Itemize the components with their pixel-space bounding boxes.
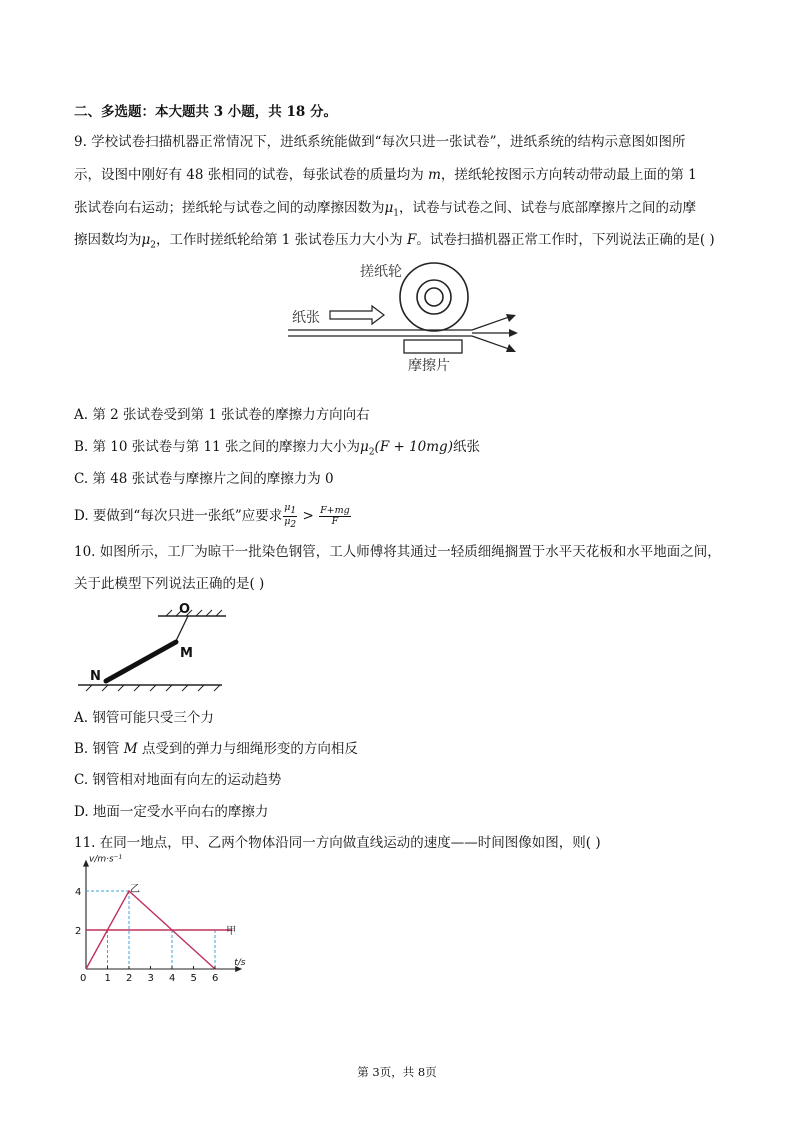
q9-text: ，搓纸轮按图示方向转动带动最上面的第 1 (440, 167, 697, 183)
q9-text: D. 要做到“每次只进一张纸”应要求 (74, 507, 283, 524)
feed-arrow (330, 306, 384, 324)
label-N: N (90, 669, 101, 684)
subscript: 1 (393, 208, 400, 219)
var-mu: μ (284, 515, 291, 527)
var-F: F (406, 232, 417, 248)
exit-arrowhead-up (506, 314, 516, 322)
q10-text: 点受到的弹力与细绳形变的方向相反 (137, 741, 358, 757)
var-mu: μ (284, 502, 291, 513)
numerator: F+mg (320, 504, 350, 516)
section-heading: 二、多选题：本大题共 3 小题，共 18 分。 (74, 104, 337, 120)
q11-line-1: 11. 在同一地点，甲、乙两个物体沿同一方向做直线运动的速度——时间图像如图，则( ) (74, 835, 601, 851)
y-tick-label: 4 (75, 887, 82, 898)
var-m: m (428, 167, 441, 183)
paper-label: 纸张 (292, 310, 320, 326)
pad-label: 摩擦片 (408, 358, 450, 374)
y-tick-label: 2 (75, 926, 82, 937)
friction-pad (404, 340, 462, 353)
q9-line-3 (74, 198, 696, 224)
q9-text: ，工作时搓纸轮给第 1 张试卷压力大小为 (156, 232, 407, 248)
q9-text: 。试卷扫描机器正常工作时，下列说法正确的是( ) (416, 232, 715, 248)
x-tick-label: 1 (104, 973, 111, 984)
rope (175, 616, 188, 643)
q9-option-d (74, 503, 352, 530)
fraction-mu (283, 503, 297, 530)
q10-option-d: D. 地面一定受水平向右的摩擦力 (74, 804, 269, 820)
q10-option-c: C. 钢管相对地面有向左的运动趋势 (74, 772, 282, 788)
exit-arrowhead-down (506, 344, 516, 352)
q9-text: ，试卷与试卷之间、试卷与底部摩擦片之间的动摩 (399, 200, 697, 216)
exit-arrow-down (472, 336, 512, 350)
steel-pipe (106, 642, 176, 681)
var-M: M (123, 741, 138, 757)
q9-text: 张试卷向右运动；搓纸轮与试卷之间的动摩擦因数为 (74, 200, 385, 216)
paper-feed-diagram (284, 252, 524, 382)
q10-line-2: 关于此模型下列说法正确的是( ) (74, 576, 265, 592)
exit-arrow-up (472, 316, 512, 330)
label-O: O (179, 602, 191, 617)
q10-option-a: A. 钢管可能只受三个力 (74, 710, 214, 726)
fraction-force (319, 506, 351, 527)
var-mu: μ (360, 439, 369, 455)
ground-hatch (86, 685, 220, 691)
q9-text: 擦因数均为 (74, 232, 142, 248)
q9-text: B. 第 10 张试卷与第 11 张之间的摩擦力大小为 (74, 439, 361, 455)
var-mu: μ (384, 200, 394, 216)
q9-text: 示，设图中刚好有 48 张相同的试卷，每张试卷的质量均为 (74, 167, 429, 183)
roller-outer (400, 263, 468, 331)
roller-label: 搓纸轮 (360, 264, 402, 280)
subscript: 1 (290, 505, 297, 516)
x-axis-label: t/s (234, 958, 246, 968)
x-tick-label: 0 (80, 973, 87, 984)
subscript: 2 (290, 519, 297, 530)
x-tick-label: 6 (212, 973, 219, 984)
q9-line-1: 9. 学校试卷扫描机器正常情况下，进纸系统能做到“每次只进一张试卷”，进纸系统的结构示意图如图所 (74, 134, 686, 150)
q9-option-c: C. 第 48 张试卷与摩擦片之间的摩擦力为 0 (74, 471, 334, 487)
var-mu: μ (141, 232, 151, 248)
x-tick-label: 5 (190, 973, 197, 984)
q9-option-b (74, 437, 480, 463)
page-footer: 第 3页，共 8页 (357, 1065, 437, 1079)
q10-option-b (74, 739, 358, 759)
q10-text: B. 钢管 (74, 741, 124, 757)
q10-line-1: 10. 如图所示，工厂为晾干一批染色钢管，工人师傅将其通过一轻质细绳搁置于水平天花板和水平地面之间， (74, 544, 721, 560)
x-tick-label: 2 (126, 973, 133, 984)
y-axis-label: v/m·s⁻¹ (89, 854, 123, 865)
x-tick-label: 3 (147, 973, 154, 984)
formula: (F + 10mg) (374, 439, 453, 455)
q9-text: 纸张 (452, 439, 480, 455)
exit-arrowhead-mid (509, 329, 518, 337)
series-label-yi: 乙 (130, 884, 140, 895)
subscript: 2 (150, 240, 157, 251)
x-tick-label: 4 (169, 973, 176, 984)
velocity-time-chart (70, 852, 260, 987)
ceiling-hatch (166, 610, 222, 616)
series-label-jia: 甲 (226, 926, 237, 937)
q9-line-2 (74, 165, 697, 185)
q9-option-a: A. 第 2 张试卷受到第 1 张试卷的摩擦力方向向右 (74, 407, 370, 423)
greater-than: > (298, 507, 319, 524)
denominator: F (331, 515, 339, 527)
label-M: M (180, 646, 193, 661)
subscript: 2 (368, 447, 375, 458)
steel-pipe-diagram (72, 600, 232, 695)
